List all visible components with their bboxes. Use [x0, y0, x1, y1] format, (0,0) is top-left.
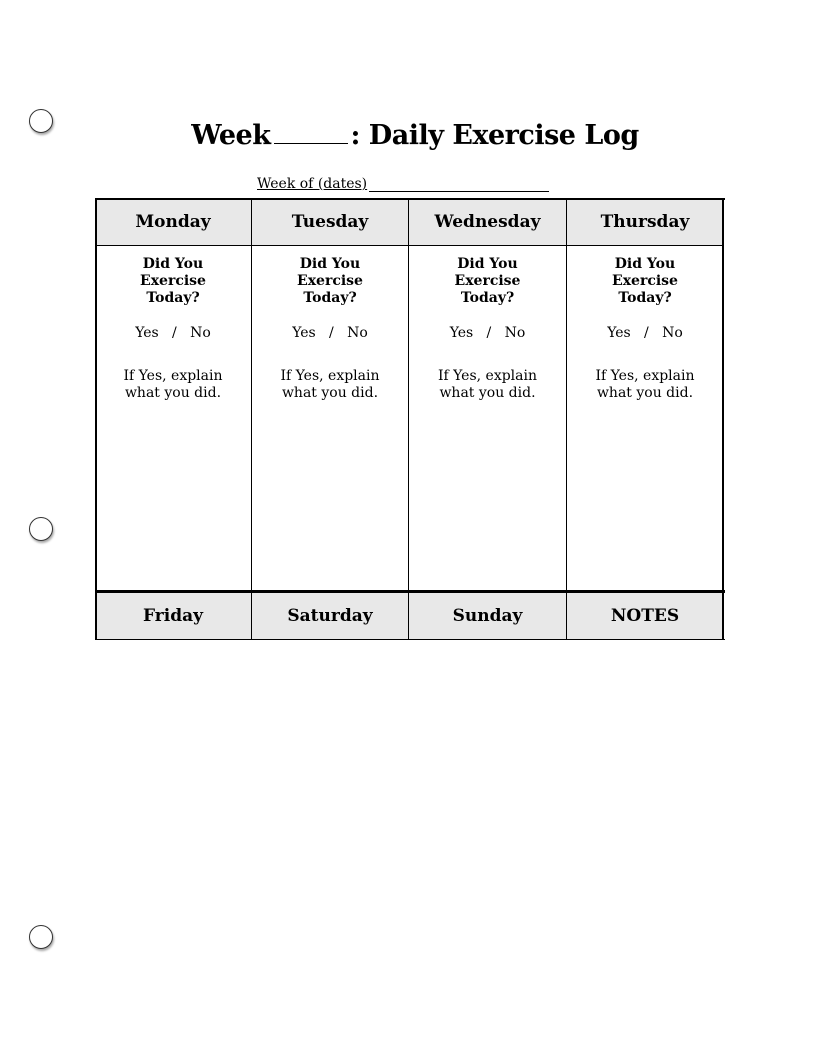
week-number-blank[interactable]: [274, 121, 348, 144]
header-wednesday: [409, 198, 567, 246]
header-notes: [567, 592, 723, 639]
question: [95, 256, 251, 307]
table-divider-thick: [95, 590, 725, 593]
title-suffix: : Daily Exercise Log: [350, 120, 639, 151]
week-of-field: [257, 176, 549, 192]
day-label: Wednesday: [434, 211, 541, 232]
day-label: Tuesday: [291, 211, 369, 232]
explain-line: what you did.: [439, 385, 536, 401]
question: [567, 256, 723, 307]
week-of-label: Week of (dates): [257, 176, 368, 192]
day-label: Monday: [135, 211, 211, 232]
explain-instruction: [567, 368, 723, 402]
question-line: Did You: [614, 256, 676, 272]
exercise-log-table: [95, 198, 725, 640]
day-label: Sunday: [452, 605, 523, 626]
yes-no-choice[interactable]: Yes / No: [292, 325, 368, 341]
header-friday: [95, 592, 252, 639]
header-thursday: [567, 198, 723, 246]
explain-line: what you did.: [596, 385, 694, 401]
question-line: Exercise: [297, 273, 363, 289]
explain-instruction: [409, 368, 566, 402]
yes-no-choice[interactable]: Yes / No: [607, 325, 683, 341]
question: [252, 256, 408, 307]
question-line: Exercise: [612, 273, 678, 289]
day-label: NOTES: [610, 605, 680, 626]
title-prefix: Week: [191, 120, 271, 151]
body-wednesday[interactable]: [409, 246, 567, 590]
explain-instruction: [95, 368, 251, 402]
question-line: Did You: [299, 256, 361, 272]
week-of-dates-blank[interactable]: [369, 177, 549, 192]
header-tuesday: [252, 198, 409, 246]
binder-hole-bottom: [29, 925, 53, 949]
page-title: [0, 120, 816, 151]
question-line: Did You: [142, 256, 204, 272]
day-label: Friday: [143, 605, 203, 626]
header-monday: [95, 198, 252, 246]
question-line: Today?: [460, 290, 515, 306]
yes-no-choice[interactable]: Yes / No: [135, 325, 211, 341]
day-label: Saturday: [287, 605, 373, 626]
body-monday[interactable]: [95, 246, 252, 590]
body-thursday[interactable]: [567, 246, 723, 590]
question-line: Today?: [618, 290, 672, 306]
binder-hole-middle: [29, 517, 53, 541]
question-line: Did You: [457, 256, 518, 272]
explain-instruction: [252, 368, 408, 402]
table-border-left: [95, 198, 97, 640]
header-saturday: [252, 592, 409, 639]
question-line: Today?: [146, 290, 200, 306]
explain-line: If Yes, explain: [280, 368, 380, 384]
yes-no-choice[interactable]: Yes / No: [449, 325, 526, 341]
explain-line: what you did.: [281, 385, 379, 401]
question: [409, 256, 566, 307]
question-line: Exercise: [454, 273, 521, 289]
table-border-right: [722, 198, 724, 640]
header-sunday: [409, 592, 567, 639]
day-label: Thursday: [600, 211, 690, 232]
explain-line: If Yes, explain: [123, 368, 223, 384]
question-line: Today?: [303, 290, 357, 306]
explain-line: If Yes, explain: [437, 368, 538, 384]
question-line: Exercise: [140, 273, 206, 289]
body-tuesday[interactable]: [252, 246, 409, 590]
table-border-top: [95, 198, 725, 200]
explain-line: what you did.: [124, 385, 222, 401]
table-border-bottom: [95, 639, 725, 640]
explain-line: If Yes, explain: [595, 368, 695, 384]
